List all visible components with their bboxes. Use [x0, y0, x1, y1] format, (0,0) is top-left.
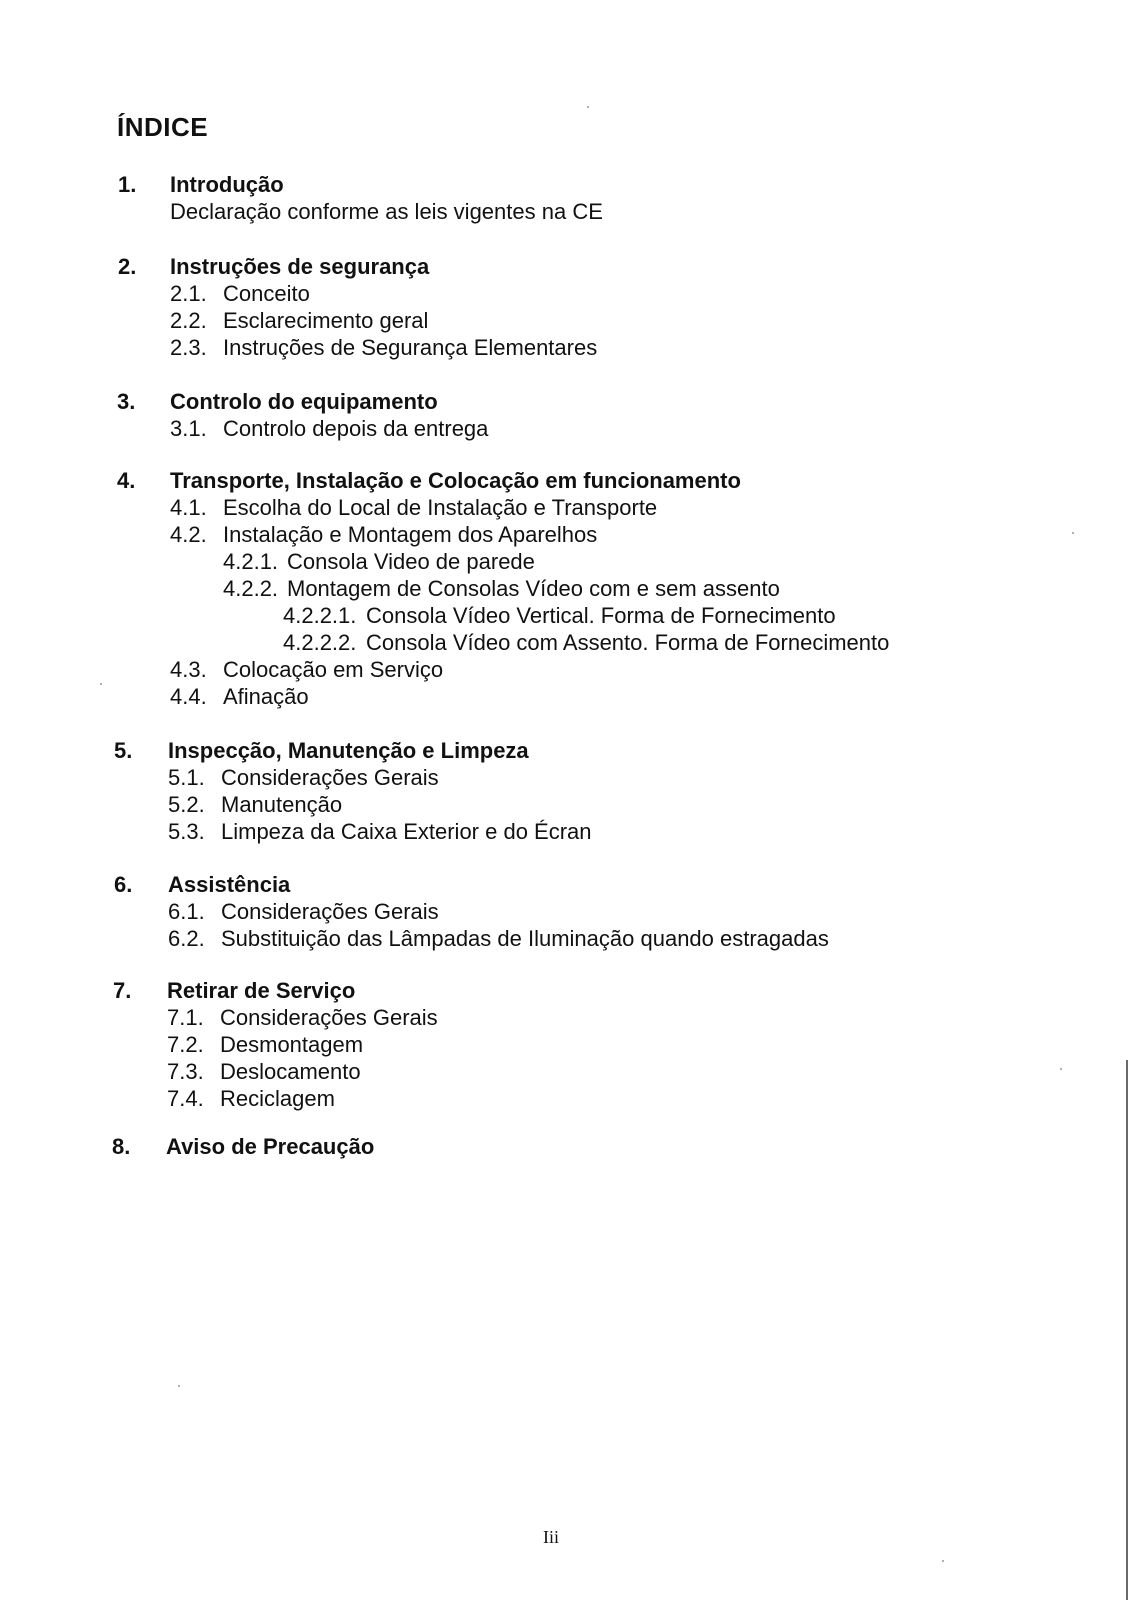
section-title: Assistência — [168, 872, 291, 897]
entry-title: Consola Vídeo Vertical. Forma de Fornecimento — [366, 603, 836, 628]
entry-title: Substituição das Lâmpadas de Iluminação quando estragadas — [221, 926, 829, 951]
entry-number: 6.1. — [168, 899, 205, 924]
entry-title: Considerações Gerais — [221, 765, 439, 790]
entry-number: 5.3. — [168, 819, 205, 844]
entry-title: Conceito — [223, 281, 310, 306]
section-number: 7. — [113, 978, 132, 1003]
entry-title: Instruções de Segurança Elementares — [223, 335, 598, 360]
scan-speck — [587, 106, 589, 108]
entry-title: Montagem de Consolas Vídeo com e sem assento — [287, 576, 780, 601]
section-title: Inspecção, Manutenção e Limpeza — [168, 738, 529, 763]
section-number: 5. — [114, 738, 133, 763]
section-title: Controlo do equipamento — [170, 389, 438, 414]
scan-speck — [100, 683, 102, 685]
section-number: 6. — [114, 872, 133, 897]
entry-number: 6.2. — [168, 926, 205, 951]
entry-number: 4.2.2. — [223, 576, 279, 601]
page-title: ÍNDICE — [117, 112, 209, 142]
entry-number: 4.3. — [170, 657, 207, 682]
entry-number: 4.2.2.1. — [283, 603, 357, 628]
scan-speck — [1072, 532, 1074, 534]
section-title: Aviso de Precaução — [166, 1134, 375, 1159]
entry-number: 2.2. — [170, 308, 207, 333]
entry-title: Escolha do Local de Instalação e Transporte — [223, 495, 658, 520]
entry-title: Consola Vídeo com Assento. Forma de Fornecimento — [366, 630, 890, 655]
entry-title: Considerações Gerais — [220, 1005, 438, 1030]
section-number: 3. — [117, 389, 136, 414]
section-title: Transporte, Instalação e Colocação em funcionamento — [170, 468, 741, 493]
entry-number: 4.2.1. — [223, 549, 279, 574]
entry-number: 5.1. — [168, 765, 205, 790]
entry-number: 4.2. — [170, 522, 207, 547]
entry-number: 2.3. — [170, 335, 207, 360]
entry-title: Instalação e Montagem dos Aparelhos — [223, 522, 598, 547]
entry-number: 3.1. — [170, 416, 207, 441]
entry-number: 7.4. — [167, 1086, 204, 1111]
section-number: 2. — [118, 254, 137, 279]
entry-title: Deslocamento — [220, 1059, 361, 1084]
entry-title: Afinação — [223, 684, 309, 709]
entry-title: Considerações Gerais — [221, 899, 439, 924]
section-number: 8. — [112, 1134, 131, 1159]
section-number: 1. — [118, 172, 137, 197]
scan-speck — [178, 1385, 180, 1387]
entry-title: Controlo depois da entrega — [223, 416, 489, 441]
entry-number: 2.1. — [170, 281, 207, 306]
entry-title: Manutenção — [221, 792, 343, 817]
section-title: Instruções de segurança — [170, 254, 430, 279]
entry-number: 7.3. — [167, 1059, 204, 1084]
scan-speck — [1060, 1068, 1062, 1070]
entry-number: 4.4. — [170, 684, 207, 709]
entry-title: Reciclagem — [220, 1086, 335, 1111]
entry-title: Limpeza da Caixa Exterior e do Écran — [221, 819, 592, 844]
entry-title: Consola Video de parede — [287, 549, 535, 574]
entry-title: Esclarecimento geral — [223, 308, 429, 333]
entry-title: Declaração conforme as leis vigentes na CE — [170, 199, 603, 224]
section-title: Retirar de Serviço — [167, 978, 356, 1003]
entry-title: Colocação em Serviço — [223, 657, 444, 682]
entry-number: 5.2. — [168, 792, 205, 817]
section-number: 4. — [117, 468, 136, 493]
entry-number: 4.1. — [170, 495, 207, 520]
entry-number: 7.1. — [167, 1005, 204, 1030]
entry-number: 4.2.2.2. — [283, 630, 357, 655]
entry-number: 7.2. — [167, 1032, 204, 1057]
page-number: Iii — [543, 1527, 559, 1547]
section-title: Introdução — [170, 172, 284, 197]
scan-edge-line — [1126, 1060, 1128, 1600]
scan-speck — [942, 1560, 944, 1562]
entry-title: Desmontagem — [220, 1032, 364, 1057]
